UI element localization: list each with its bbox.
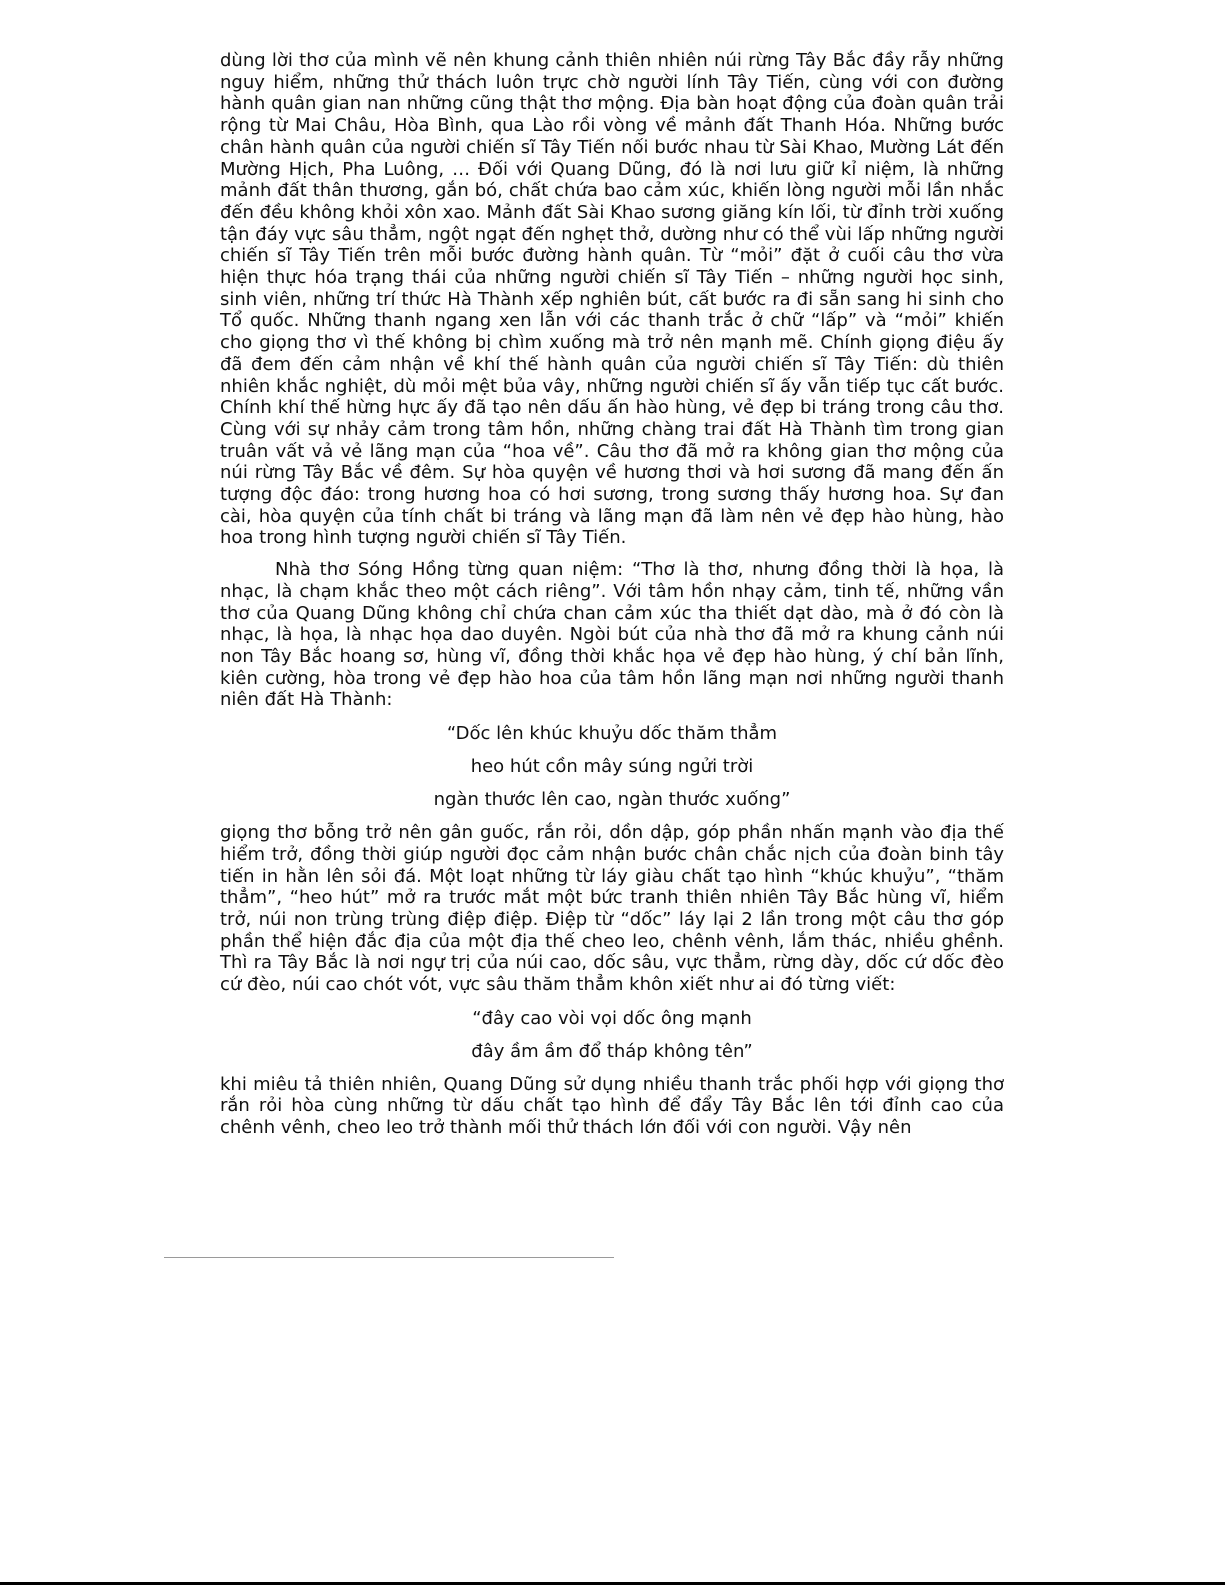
paragraph-1: dùng lời thơ của mình vẽ nên khung cảnh thiên nhiên núi rừng Tây Bắc đầy rẫy những nguy hiểm, những thử thách luôn trực chờ người lính Tây Tiến, cùng với con đường hành quân gian nan những cũng thật thơ mộng. Địa bàn hoạt động của đoàn quân trải rộng từ Mai Châu, Hòa Bình, qua Lào rồi vòng về mảnh đất Thanh Hóa. Những bước chân hành quân của người chiến sĩ Tây Tiến nối bước nhau từ Sài Khao, Mường Lát đến Mường Hịch, Pha Luông, … Đối với Quang Dũng, đó là nơi lưu giữ kỉ niệm, là những mảnh đất thân thương, gắn bó, chất chứa bao cảm xúc, khiến lòng người mỗi lần nhắc đến đều không khỏi xôn xao. Mảnh đất Sài Khao sương giăng kín lối, từ đỉnh trời xuống tận đáy vực sâu thẳm, ngột ngạt đến nghẹt thở, dường như có thể vùi lấp những người chiến sĩ Tây Tiến trên mỗi bước đường hành quân. Từ “mỏi” đặt ở cuối câu thơ vừa hiện thực hóa trạng thái của những người chiến sĩ Tây Tiến – những người học sinh, sinh viên, những trí thức Hà Thành xếp nghiên bút, cất bước ra đi sẵn sang hi sinh cho Tổ quốc. Những thanh ngang xen lẫn với các thanh trắc ở chữ “lấp” và “mỏi” khiến cho giọng thơ vì thế không bị chìm xuống mà trở nên mạnh mẽ. Chính giọng điệu ấy đã đem đến cảm nhận về khí thế hành quân của người chiến sĩ Tây Tiến: dù thiên nhiên khắc nghiệt, dù mỏi mệt bủa vây, những người chiến sĩ ấy vẫn tiếp tục cất bước. Chính khí thế hừng hực ấy đã tạo nên dấu ấn hào hùng, vẻ đẹp bi tráng trong câu thơ. Cùng với sự nhảy cảm trong tâm hồn, những chàng trai đất Hà Thành tìm trong gian truân vất vả vẻ lãng mạn của “hoa về”. Câu thơ đã mở ra không gian thơ mộng của núi rừng Tây Bắc về đêm. Sự hòa quyện về hương thơi và hơi sương đã mang đến ấn tượng độc đáo: trong hương hoa có hơi sương, trong sương thấy hương hoa. Sự đan cài, hòa quyện của tính chất bi tráng và lãng mạn đã làm nên vẻ đẹp hào hùng, hào hoa trong hình tượng người chiến sĩ Tây Tiến. <box>220 50 1004 549</box>
poem-line: “Dốc lên khúc khuỷu dốc thăm thẳm <box>446 723 778 745</box>
poem-quote-1 <box>220 723 1004 811</box>
document-body <box>220 50 1004 1139</box>
poem-line: đây ầm ầm đổ tháp không tên” <box>471 1040 753 1062</box>
paragraph-4: khi miêu tả thiên nhiên, Quang Dũng sử dụng nhiều thanh trắc phối hợp với giọng thơ rắn rỏi hòa cùng những từ dấu chất tạo hình để đẩy Tây Bắc lên tới đỉnh cao của chênh vênh, cheo leo trở thành mối thử thách lớn đối với con người. Vậy nên <box>220 1073 1004 1139</box>
poem-line: heo hút cồn mây súng ngửi trời <box>470 756 754 778</box>
paragraph-2: Nhà thơ Sóng Hồng từng quan niệm: “Thơ là thơ, nhưng đồng thời là họa, là nhạc, là chạm khắc theo một cách riêng”. Với tâm hồn nhạy cảm, tinh tế, những vần thơ của Quang Dũng không chỉ chứa chan cảm xúc tha thiết dạt dào, mà ở đó còn là nhạc, là họa, là nhạc họa dao duyên. Ngòi bút của nhà thơ đã mở ra khung cảnh núi non Tây Bắc hoang sơ, hùng vĩ, đồng thời khắc họa vẻ đẹp hào hùng, ý chí bản lĩnh, kiên cường, hòa trong vẻ đẹp hào hoa của tâm hồn lãng mạn nơi những người thanh niên đất Hà Thành: <box>220 559 1004 711</box>
footnote-separator <box>164 1257 614 1258</box>
poem-line: “đây cao vòi vọi dốc ông mạnh <box>472 1007 752 1029</box>
poem-line: ngàn thước lên cao, ngàn thước xuống” <box>433 789 791 811</box>
paragraph-3: giọng thơ bỗng trở nên gân guốc, rắn rỏi, dồn dập, góp phần nhấn mạnh vào địa thế hiểm trở, đồng thời giúp người đọc cảm nhận bước chân chắc nịch của đoàn binh tây tiến in hằn lên sỏi đá. Một loạt những từ láy giàu chất tạo hình “khúc khuỷu”, “thăm thẳm”, “heo hút” mở ra trước mắt một bức tranh thiên nhiên Tây Bắc hùng vĩ, hiểm trở, núi non trùng trùng điệp điệp. Điệp từ “dốc” láy lại 2 lần trong một câu thơ góp phần thể hiện đắc địa của một địa thế cheo leo, chênh vênh, lắm thác, nhiều ghềnh. Thì ra Tây Bắc là nơi ngự trị của núi cao, dốc sâu, vực thẳm, rừng dày, dốc cứ dốc đèo cứ đèo, núi cao chót vót, vực sâu thăm thẳm khôn xiết như ai đó từng viết: <box>220 822 1004 996</box>
poem-quote-2 <box>220 1008 1004 1063</box>
